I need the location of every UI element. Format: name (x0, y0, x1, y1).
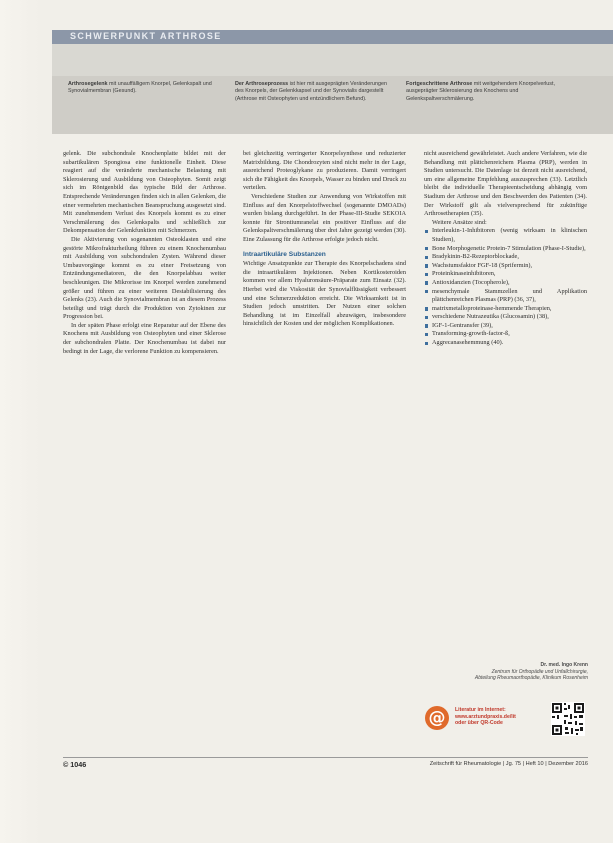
caption-3 (406, 81, 566, 103)
list-item: Interleukin-1-Inhibitoren (wenig wirksam in klinischen Studien), (424, 227, 587, 244)
bullet-list (424, 227, 587, 347)
text-column-1 (63, 150, 226, 356)
literature-line-1: Literatur im Internet: (455, 707, 506, 713)
literature-line-3: oder über QR-Code (455, 720, 503, 727)
qr-code-icon[interactable] (551, 702, 585, 736)
list-item: Wachstumsfaktor FGF-18 (Sprifermin), (424, 262, 587, 271)
paragraph: gelenk. Die subchondrale Knochenplatte bildet mit der subartikulären Spongiosa eine funktionelle Einheit. Diese reagiert auf die veränderte mechanische Belastung mit Sklerosierung und Ausbildung von Osteophyten. Somit zeigt sich im Röntgenbild das typische Bild der Arthrose. Entsprechende Veränderungen finden sich in allen Gelenken, die einer vermehrten mechanischen Beanspruchung ausgesetzt sind. Mit zunehmendem Verlust des Knorpels kommt es zu einer Verschmälerung des Gelenkspalts und schließlich zur Dekompensation der Gelenkfunktion mit Schmerzen. (63, 150, 226, 235)
scan-shadow (0, 0, 40, 843)
paragraph: In der späten Phase erfolgt eine Reparatur auf der Ebene des Knochens mit Ausbildung von Osteophyten und einer Sklerose der subchondralen Platte. Der Knochenumbau ist dabei nur bedingt in der Lage, die verlorene Funktion zu kompensieren. (63, 321, 226, 355)
list-item: Antioxidanzien (Tocopherole), (424, 279, 587, 288)
page-number: © 1046 (63, 760, 87, 769)
caption-1-bold: Arthrosegelenk (68, 81, 108, 87)
figure-strip (52, 44, 613, 76)
section-header-bar (52, 30, 613, 44)
list-item: Bone Morphogenetic Protein-7 Stimulation (Phase-I-Studie), (424, 245, 587, 254)
at-sign-icon: @ (425, 706, 449, 730)
list-item: Aggrecanasehemmung (40). (424, 339, 587, 348)
footer-rule (63, 757, 588, 758)
list-item: matrixmetalloproteinase-hemmende Therapien, (424, 305, 587, 314)
author-name: Dr. med. Ingo Krenn (540, 662, 588, 668)
paragraph: nicht ausreichend gewährleistet. Auch andere Verfahren, wie die Behandlung mit plättchenreichem Plasma (PRP), werden in Studien untersucht. Die Datenlage ist derzeit nicht ausreichend, um eine allgemeine Empfehlung auszusprechen (33). Letztlich bleibt die individuelle Therapieentscheidung abhängig vom Stadium der Arthrose und den Beschwerden des Patienten (34). Der Wirkstoff gilt als vielversprechend für zukünftige Arthrosetherapien (35). (424, 150, 587, 218)
subheading: Intraartikuläre Substanzen (243, 250, 326, 258)
list-item: Proteinkinaseinhibitoren, (424, 270, 587, 279)
paragraph: Wichtige Ansatzpunkte zur Therapie des Knorpelschadens sind die intraartikulären Injektionen. Neben Kortikosteroiden kommen vor allem Hyaluronsäure-Präparate zum Einsatz (32). Hierbei wird die Viskosität der Synovialflüssigkeit verbessert und eine Schmerzreduktion erreicht. Die Wirksamkeit ist in Studien jedoch umstritten. Der Nutzen einer solchen Behandlung ist im Einzelfall abzuwägen, insbesondere hinsichtlich der Kosten und der möglichen Komplikationen. (243, 260, 406, 328)
journal-citation: Zeitschrift für Rheumatologie | Jg. 75 | Heft 10 | Dezember 2016 (429, 761, 588, 767)
caption-3-text: mit weitgehendem Knorpelverlust, ausgeprägter Sklerosierung des Knochens und Gelenkspaltverschmälerung. (406, 81, 555, 102)
text-column-3 (424, 150, 587, 348)
literature-link[interactable]: www.arztundpraxis.de/lit (455, 713, 516, 720)
paragraph: Die Aktivierung von sogenannten Osteoklasten und eine gestörte Mikrofrakturheilung führen zu einem Knochenumbau mit Ausbildung von subchondralen Zysten. Während dieser Umbauvorgänge kommt es zu einer Freisetzung von Entzündungsmediatoren, die den Knorpelabbau weiter beschleunigen. Die Mikrorisse im Knorpel werden zunehmend größer und führen zu einer weiteren Destabilisierung des Gelenks (23). Auch die Synovialmembran ist an diesem Prozess beteiligt und trägt durch die Produktion von Zytokinen zur Progression bei. (63, 235, 226, 321)
list-item: Bradykinin-B2-Rezeptorblockade, (424, 253, 587, 262)
caption-2-text: ist hier mit ausgeprägten Veränderungen des Knorpels, der Gelenkkapsel und der Synovialis dargestellt (Arthrose mit Osteophyten und entzündlichem Befund). (235, 81, 388, 102)
list-item: verschiedene Nutrazeutika (Glucosamin) (38), (424, 313, 587, 322)
list-item: Transforming-growth-factor-ß, (424, 330, 587, 339)
literature-text (455, 707, 525, 727)
figure-captions (52, 76, 613, 134)
author-affiliation-2: Abteilung Rheumaorthopädie, Klinikum Rosenheim (474, 675, 588, 682)
paragraph: bei gleichzeitig verringerter Knorpelsynthese und reduzierter Matrixbildung. Die Chondrozyten sind nicht mehr in der Lage, ausreichend Proteoglykane zu produzieren. Damit verringert sich die Fähigkeit des Knorpels, Wasser zu binden und Druck zu verteilen. (243, 150, 406, 192)
caption-2 (235, 81, 395, 103)
author-affiliation-1: Zentrum für Orthopädie und Unfallchirurgie, (491, 668, 588, 675)
list-item: IGF-1-Gentransfer (39), (424, 322, 587, 331)
caption-2-bold: Der Arthroseprozess (235, 81, 289, 87)
literature-box (425, 700, 585, 740)
caption-1 (68, 81, 228, 96)
text-column-2 (243, 150, 406, 329)
list-item: mesenchymale Stammzellen und Applikation plättchenreichen Plasmas (PRP) (36, 37), (424, 288, 587, 305)
caption-1-text: mit unauffälligem Knorpel, Gelenkspalt und Synovialmembran (Gesund). (68, 81, 212, 95)
author-block (470, 662, 588, 682)
caption-3-bold: Fortgeschrittene Arthrose (406, 81, 473, 87)
section-title: SCHWERPUNKT ARTHROSE (70, 31, 222, 41)
paragraph: Verschiedene Studien zur Anwendung von Wirkstoffen mit Einfluss auf den Knorpelstoffwechsel (sogenannte DMOADs) wurden bislang durchgeführt. In der Phase-III-Studie SEKOIA konnte für Strontiumranelat ein positiver Einfluss auf die Gelenkspaltverschmälerung über drei Jahre gezeigt werden (30). Eine Zulassung für die Arthrose erfolgte jedoch nicht. (243, 192, 406, 243)
paragraph: Weitere Ansätze sind: (432, 218, 487, 226)
